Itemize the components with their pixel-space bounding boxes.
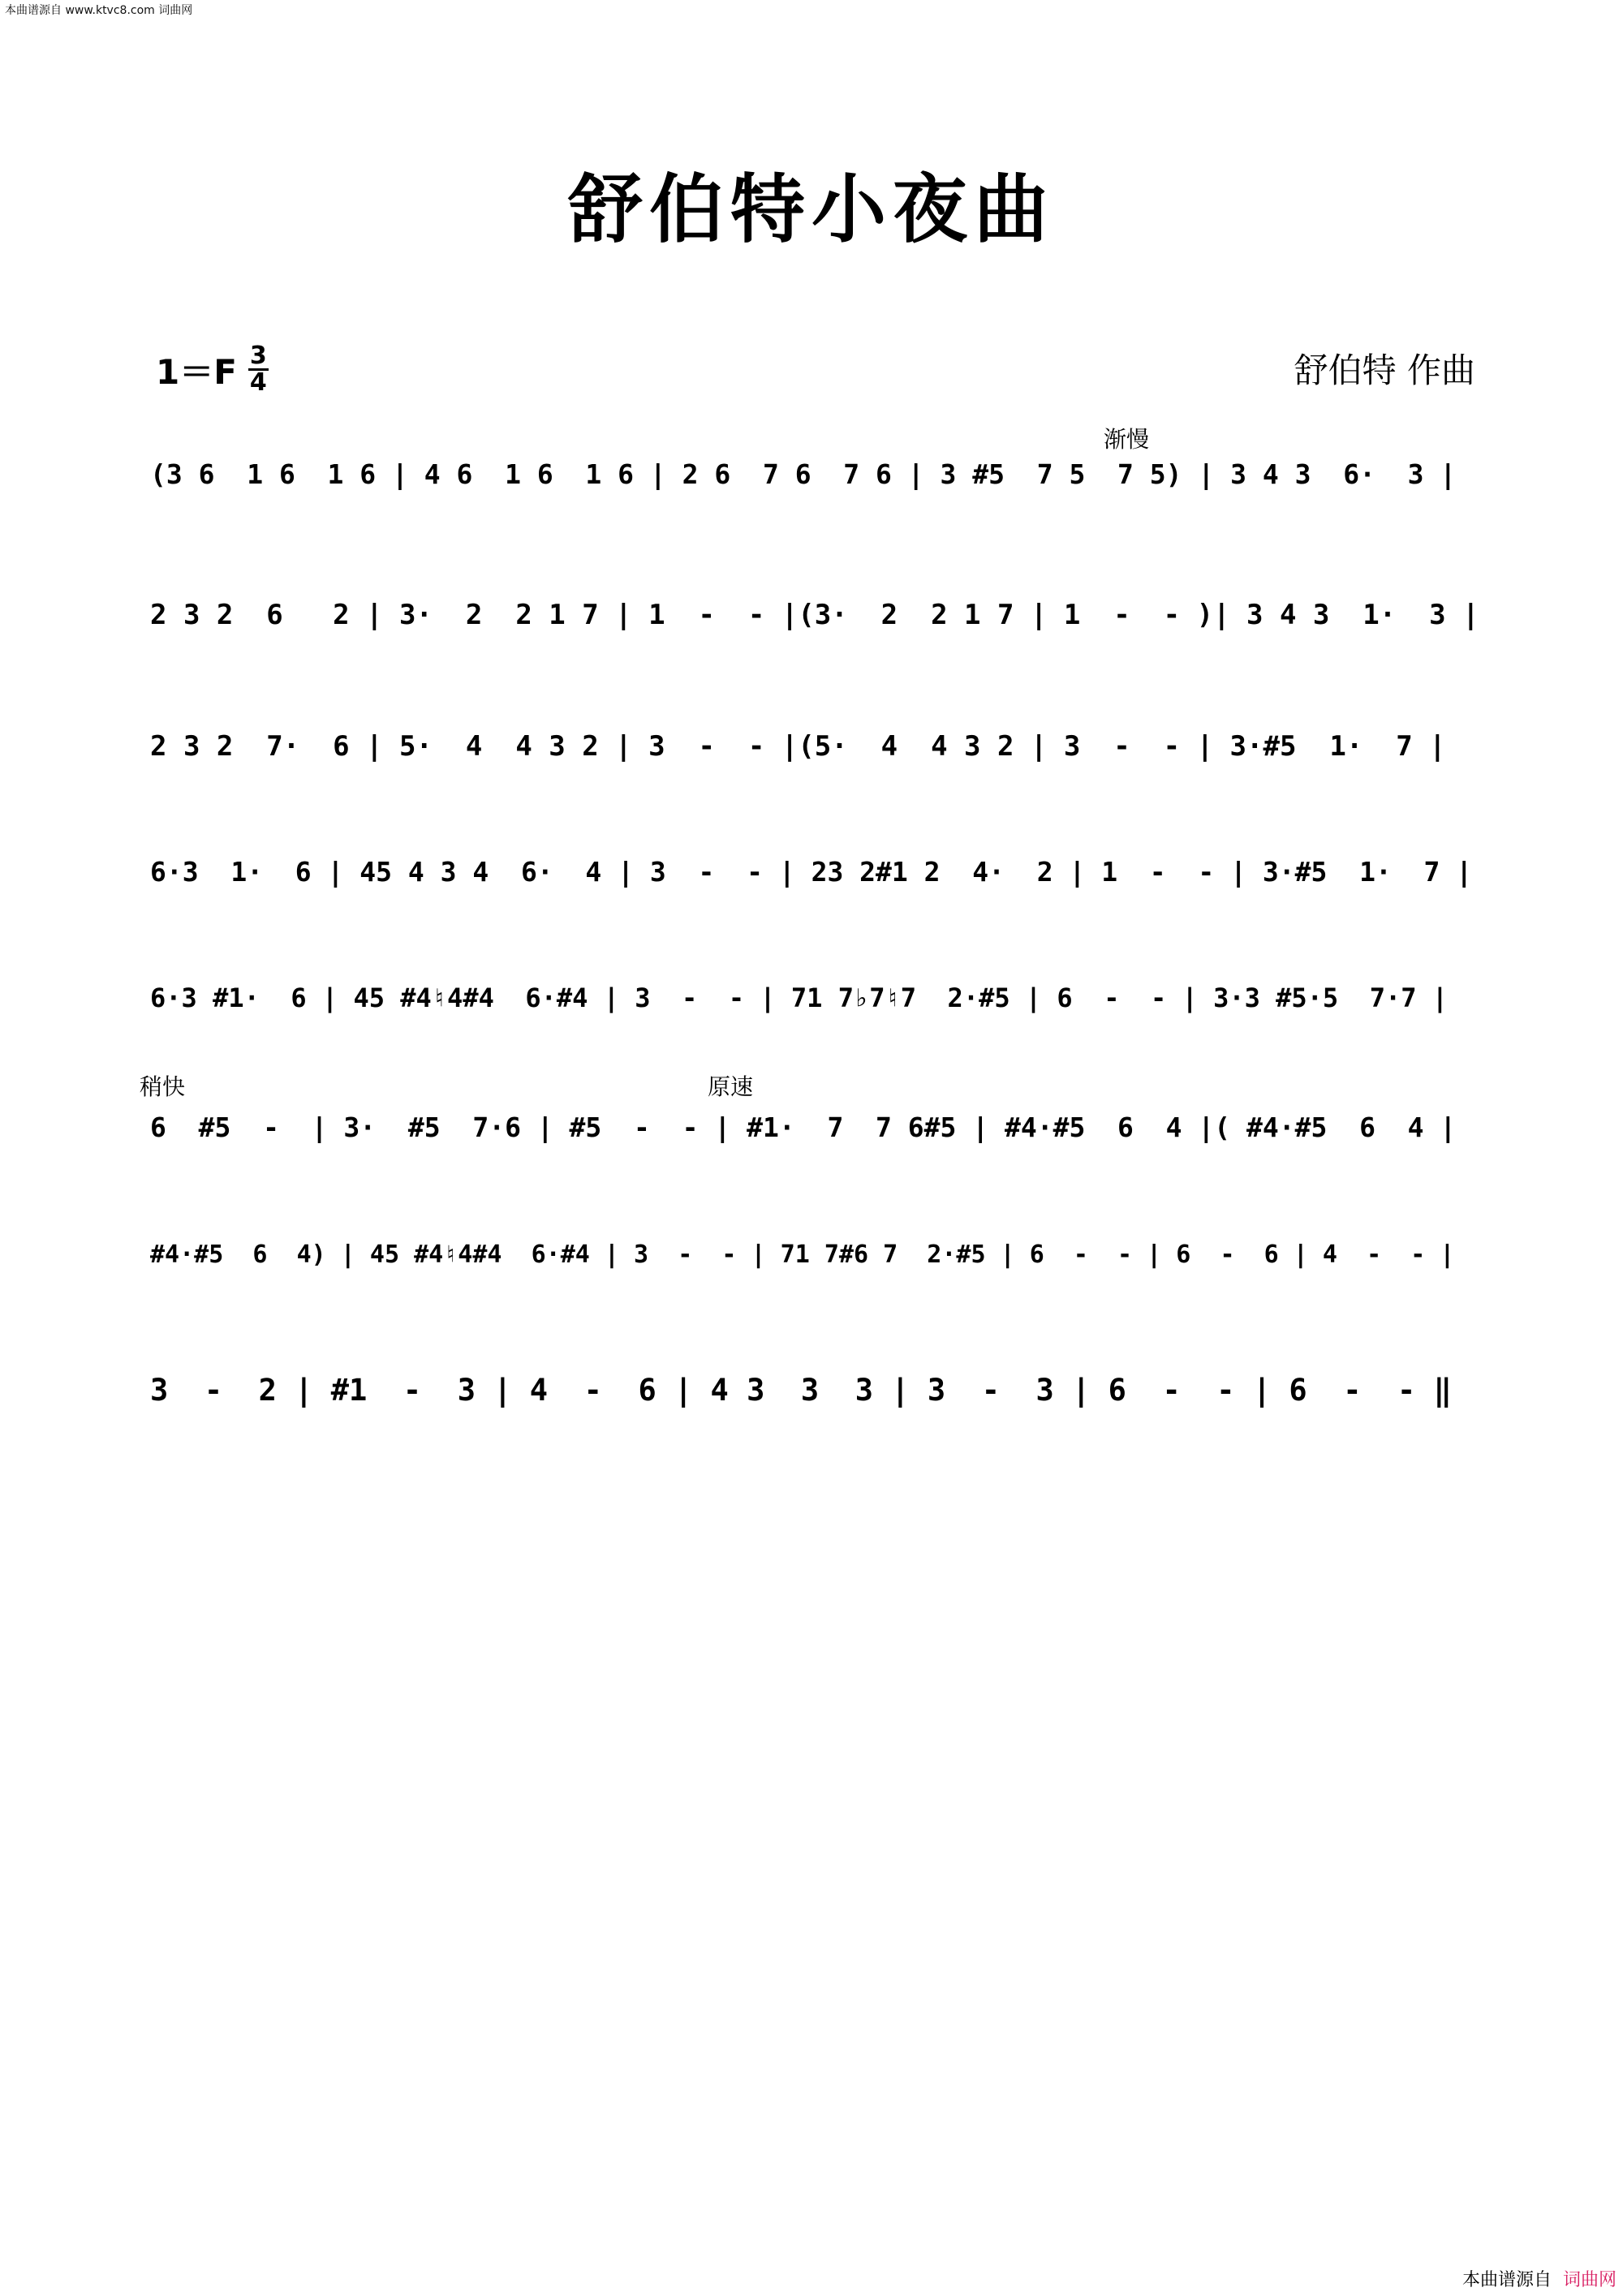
- time-signature-denominator: 4: [249, 368, 267, 397]
- tempo-mark-faster: 稍快: [140, 1074, 186, 1099]
- time-signature-numerator: 3: [249, 342, 267, 370]
- page-title: 舒伯特小夜曲: [567, 166, 1055, 253]
- watermark-bottom: [1462, 2266, 1617, 2291]
- score-line-8: [150, 1371, 1481, 1408]
- watermark-top: 本曲谱源自 www.ktvc8.com 词曲网: [5, 4, 193, 17]
- score-line-1-text: (3 6 1 6 1 6 | 4 6 1 6 1 6 | 2 6 7 6 7 6 | 3 #5 7 5 7 5) | 3 4 3 6· 3 |: [150, 458, 1457, 490]
- composer: 舒伯特 作曲: [1294, 350, 1475, 390]
- score-line-2-text: 2 3 2 6 2 | 3· 2 2 1 7 | 1 - - |(3· 2 2 1 7 | 1 - - )| 3 4 3 1· 3 |: [150, 599, 1479, 631]
- score-line-4: [150, 852, 1481, 889]
- watermark-bottom-source: 本曲谱源自: [1462, 2270, 1552, 2290]
- score-line-8-text: 3 - 2 | #1 - 3 | 4 - 6 | 4 3 3 3 | 3 - 3 | 6 - - | 6 - - ‖: [150, 1373, 1452, 1408]
- score-line-5: [150, 978, 1481, 1015]
- key-label: 1＝F: [156, 351, 237, 392]
- watermark-bottom-site: 词曲网: [1562, 2270, 1617, 2290]
- score-line-1: [150, 454, 1481, 492]
- score-line-5-text: 6·3 #1· 6 | 45 #4♮4#4 6·#4 | 3 - - | 71 7♭7♮7 2·#5 | 6 - - | 3·3 #5·5 7·7 |: [150, 982, 1449, 1013]
- score-line-6-text: 6 #5 - | 3· #5 7·6 | #5 - - | #1· 7 7 6#5 | #4·#5 6 4 |( #4·#5 6 4 |: [150, 1111, 1457, 1143]
- score-line-3-text: 2 3 2 7· 6 | 5· 4 4 3 2 | 3 - - |(5· 4 4 3 2 | 3 - - | 3·#5 1· 7 |: [150, 730, 1446, 763]
- score-line-2: [150, 595, 1481, 632]
- score-line-6: [150, 1107, 1481, 1145]
- score-line-7-text: #4·#5 6 4) | 45 #4♮4#4 6·#4 | 3 - - | 71 7#6 7 2·#5 | 6 - - | 6 - 6 | 4 - - |: [150, 1240, 1455, 1269]
- time-signature: [248, 344, 269, 395]
- score-line-3: [150, 726, 1481, 763]
- score-line-4-text: 6·3 1· 6 | 45 4 3 4 6· 4 | 3 - - | 23 2#1 2 4· 2 | 1 - - | 3·#5 1· 7 |: [150, 856, 1473, 888]
- score-line-7: [150, 1233, 1481, 1271]
- key-signature: [156, 344, 269, 395]
- tempo-mark-a-tempo: 原速: [708, 1074, 754, 1099]
- tempo-mark-rit: 渐慢: [1104, 427, 1150, 452]
